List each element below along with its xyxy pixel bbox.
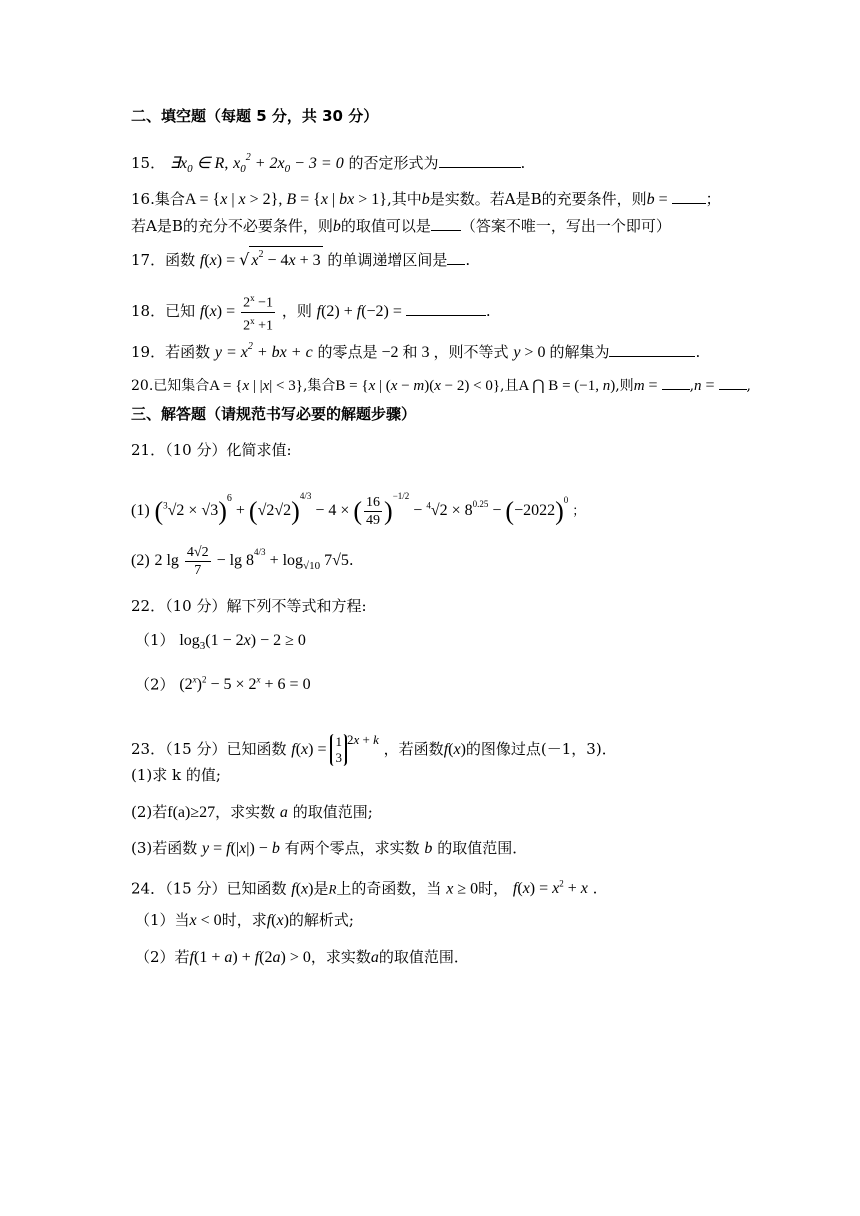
q17-end: .	[465, 251, 471, 269]
question-21-part-2	[131, 542, 354, 579]
q19-end: .	[695, 343, 701, 361]
q16-text-1: ,其中	[386, 190, 422, 208]
q21-part-1-end: ；	[572, 504, 586, 519]
q24-lead: 24．（15 分）已知函数	[131, 879, 287, 898]
q24-part-1-text: 时，求	[221, 911, 267, 929]
question-15: 15． $\exists x_0$ ∈ R, $x_0^2 + 2x_0 - 3 = 0$ 的否定形式为 .	[131, 152, 526, 175]
q23-text-1: ，若函数	[383, 740, 444, 758]
q21-part-1-expression: $(^3√2 \times √3)^6 + (√2√2)^{4/3} - 4$ × ( $\frac{16}{49}$ )$^{-1/2} - ^4√2 \times 8^{0.25} - (-2022)^0$	[154, 491, 569, 528]
q24-part-1-label: （1）当	[135, 911, 190, 929]
question-23-part-1: (1)求 k 的值;	[131, 766, 221, 784]
q18-fraction: $\frac{2^x -1}{2^x +1}$	[241, 290, 275, 334]
q18-answer-blank[interactable]	[406, 301, 486, 316]
q20-text-2: ,且	[500, 378, 519, 394]
q16-text-2: 是实数。若A是B的充要条件，则	[429, 190, 647, 208]
q20-text-3: ,则	[615, 378, 634, 394]
q21-part-2-expression: 2 lg $\frac{4√2}{7}$ − $\lg 8^{4/3} + \log_{√10} 7√5$	[154, 544, 349, 578]
question-24-heading: 24．（15 分）已知函数 f(x)是R上的奇函数，当 x ≥ 0时， $f(x) = x^2 + x$ .	[131, 879, 598, 898]
q24-domain: R	[328, 881, 337, 897]
q15-end: .	[520, 154, 526, 172]
q24-part-2-end: 的取值范围．	[378, 948, 469, 966]
q16-answer-blank-1[interactable]	[672, 189, 706, 204]
q23-part-3-label: (3)若函数	[131, 839, 198, 857]
q18-number: 18．已知	[131, 302, 196, 321]
question-23-part-2	[131, 802, 373, 823]
q16-text-5: （答案不唯一，写出一个即可）	[460, 217, 671, 235]
question-23-part-3: (3)若函数 y = f(|x|) − b 有两个零点，求实数 b 的取值范围．	[131, 839, 528, 857]
q23-lead: 23．（15 分）已知函数	[131, 740, 287, 758]
q19-answer-blank[interactable]	[609, 342, 695, 357]
question-24-part-2: （2）若f(1 + a) + f(2a) > 0，求实数a的取值范围．	[135, 948, 469, 966]
q24-part-2-text: ，求实数	[310, 948, 371, 966]
question-17: 17．函数 f(x) = √ $x^2 - 4x + 3$ 的单调递增区间是 .	[131, 246, 470, 271]
question-20: 20.已知集合A = {x | |x| < 3},集合B = {x | (x − m)(x − 2) < 0},且A ⋂ B = (−1, n),则m = ,n = ,	[131, 377, 751, 394]
q23-part-2-end: 的取值范围;	[292, 803, 373, 821]
q17-number: 17．函数	[131, 251, 196, 269]
q19-text-2: 和	[402, 343, 418, 361]
q17-answer-blank[interactable]	[447, 250, 465, 265]
q23-part-2-label: (2)若	[131, 803, 168, 821]
question-19: 19．若函数 $y = x^2$ + bx + c 的零点是 −2 和 3 ，则不等式 y > 0 的解集为 .	[131, 341, 701, 361]
q15-answer-blank[interactable]	[439, 153, 521, 168]
question-22-heading: 22．（10 分）解下列不等式和方程:	[131, 597, 367, 615]
q20-comma-2: ,	[746, 378, 751, 394]
q20-comma-1: ,	[689, 378, 695, 394]
q20-text-1: ,集合	[302, 378, 336, 394]
q24-text-2: 上的奇函数，当	[336, 879, 442, 898]
q17-text: 的单调递增区间是	[327, 251, 448, 269]
q23-part-2-var: a	[279, 804, 288, 821]
question-21-part-1	[131, 486, 585, 529]
q15-formula: $\exists x_0$ ∈ R	[169, 155, 225, 175]
q16-text-4: 的取值可以是	[340, 217, 431, 235]
question-21-heading: 21．（10 分）化简求值:	[131, 441, 292, 459]
question-23-heading: 23．（15 分）已知函数 f(x) = 1 3 $^{2x + k}$ ，若函数f(x)的图像过点(－1，3)．	[131, 732, 617, 766]
q23-part-3-text: 有两个零点，求实数	[284, 839, 420, 857]
q16-answer-blank-2[interactable]	[431, 216, 461, 231]
q16-text-3: 若A是B的充分不必要条件，则	[131, 217, 333, 235]
q24-part-2-label: （2）若	[135, 948, 190, 966]
question-24-part-1: （1）当x < 0时，求f(x)的解析式;	[135, 911, 354, 929]
q24-text-3: 时，	[478, 879, 509, 898]
question-16-line-2: 若A是B的充分不必要条件，则b的取值可以是 （答案不唯一，写出一个即可）	[131, 217, 671, 235]
q23-part-2-text: ，求实数	[215, 803, 276, 821]
q19-text-3: ，则不等式	[433, 343, 509, 361]
q19-text-4: 的解集为	[549, 343, 610, 361]
question-18: 18．已知 f(x) = $\frac{2^x -1}{2^x +1}$ ，则 f(2) + f(−2) = .	[131, 290, 491, 334]
q20-answer-blank-m[interactable]	[662, 375, 690, 390]
question-22-part-1	[135, 630, 306, 656]
question-16-line-1: 16.集合A = {x | x > 2}, B = {x | bx > 1},其中b是实数。若A是B的充要条件，则b = ；	[131, 190, 721, 208]
q24-part-1-end: 的解析式;	[288, 911, 354, 929]
q22-part-2-expression: $(2^x)^2 - 5 \times 2^x + 6 = 0$	[179, 675, 311, 694]
q18-text: ，则	[281, 302, 312, 321]
q15-text: 的否定形式为	[348, 154, 439, 172]
q22-part-2-label: （2）	[135, 675, 175, 694]
question-22-part-2	[135, 670, 311, 695]
q16-lead: 16.集合	[131, 190, 185, 208]
section-2-title: 二、填空题（每题 5 分，共 30 分）	[131, 107, 379, 125]
q21-part-1-label: (1)	[131, 502, 150, 519]
q21-part-2-label: (2)	[131, 552, 150, 569]
q22-part-1-label: （1）	[135, 631, 175, 649]
q15-number: 15．	[131, 154, 166, 172]
q21-part-2-end: .	[348, 551, 354, 569]
q23-text-2: 的图像过点(－1，3)．	[465, 740, 617, 758]
q23-function: f(x) = 1 3 $^{2x + k}$	[291, 732, 379, 766]
q19-text-1: 的零点是	[317, 343, 378, 361]
q23-part-3-end: 的取值范围．	[437, 839, 528, 857]
q18-end: .	[485, 302, 491, 321]
q22-part-1-expression: $\log_3(1 - 2x) - 2 \ge 0$	[179, 632, 306, 652]
q20-answer-blank-n[interactable]	[719, 375, 747, 390]
q19-number: 19．若函数	[131, 343, 211, 361]
q20-lead: 20.已知集合	[131, 378, 210, 394]
q16-semicolon: ；	[705, 190, 721, 208]
q23-part-3-var: b	[424, 840, 433, 857]
q24-text-1: 是	[313, 879, 329, 898]
section-3-title: 三、解答题（请规范书写必要的解题步骤）	[131, 405, 417, 423]
q23-part-2-condition: f(a)≥27	[167, 804, 216, 821]
